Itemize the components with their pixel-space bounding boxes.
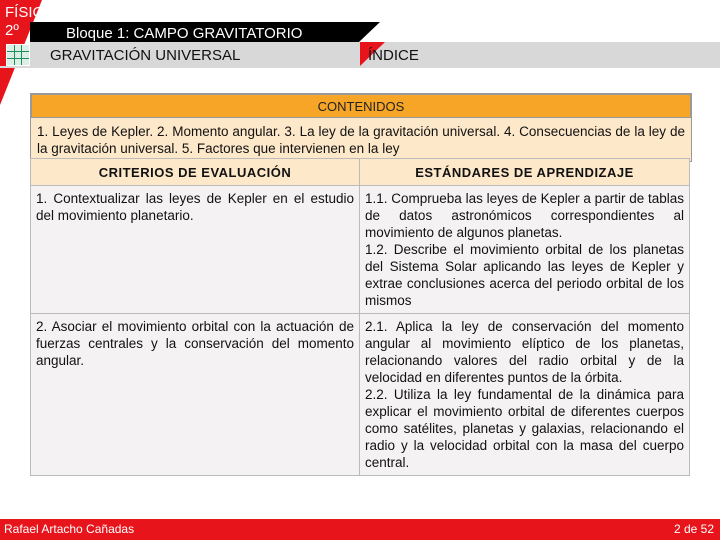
contents-box [30, 93, 692, 162]
standards-cell [360, 314, 690, 476]
standards-cell [360, 186, 690, 314]
table-row [31, 314, 690, 476]
standard-item: 2.1. Aplica la ley de conservación del momento angular al movimiento elíptico de los planetas, relacionando valores del radio orbital y de la velocidad en diferentes puntos de la órbita. [365, 319, 684, 385]
footer-author: Rafael Artacho Cañadas [4, 522, 135, 536]
contents-text: 1. Leyes de Kepler. 2. Momento angular. 3. La ley de la gravitación universal. 4. Consecuencias de la ley de la gravitación universal. 5. Factores que intervienen en la ley [31, 118, 691, 161]
subject-label: FÍSICA [5, 4, 54, 21]
block-title: Bloque 1: CAMPO GRAVITATORIO [66, 25, 303, 42]
standards-header: ESTÁNDARES DE APRENDIZAJE [360, 159, 690, 186]
header-divider [0, 66, 720, 68]
grid-icon[interactable] [6, 44, 30, 66]
criteria-header: CRITERIOS DE EVALUACIÓN [31, 159, 360, 186]
criteria-table [30, 158, 690, 476]
standard-item: 2.2. Utiliza la ley fundamental de la dinámica para explicar el movimiento orbital de diferentes cuerpos como satélites, planetas y galaxias, relacionando el radio y la velocidad orbital con la masa del cuerpo central. [365, 387, 684, 470]
table-row [31, 186, 690, 314]
course-label: 2º [5, 22, 19, 39]
contents-heading: CONTENIDOS [31, 94, 691, 118]
topic-title: GRAVITACIÓN UNIVERSAL [50, 47, 241, 64]
criterion-cell: 1. Contextualizar las leyes de Kepler en el estudio del movimiento planetario. [31, 186, 360, 314]
criterion-cell: 2. Asociar el movimiento orbital con la actuación de fuerzas centrales y la conservación del momento angular. [31, 314, 360, 476]
standard-item: 1.2. Describe el movimiento orbital de los planetas del Sistema Solar aplicando las leyes de Kepler y extrae conclusiones acerca del periodo orbital de los mismos [365, 242, 684, 308]
index-link[interactable]: ÍNDICE [368, 47, 419, 64]
page-number: 2 de 52 [673, 522, 714, 536]
standard-item: 1.1. Comprueba las leyes de Kepler a partir de tablas de datos astronómicos correspondientes al movimiento de algunos planetas. [365, 191, 684, 240]
